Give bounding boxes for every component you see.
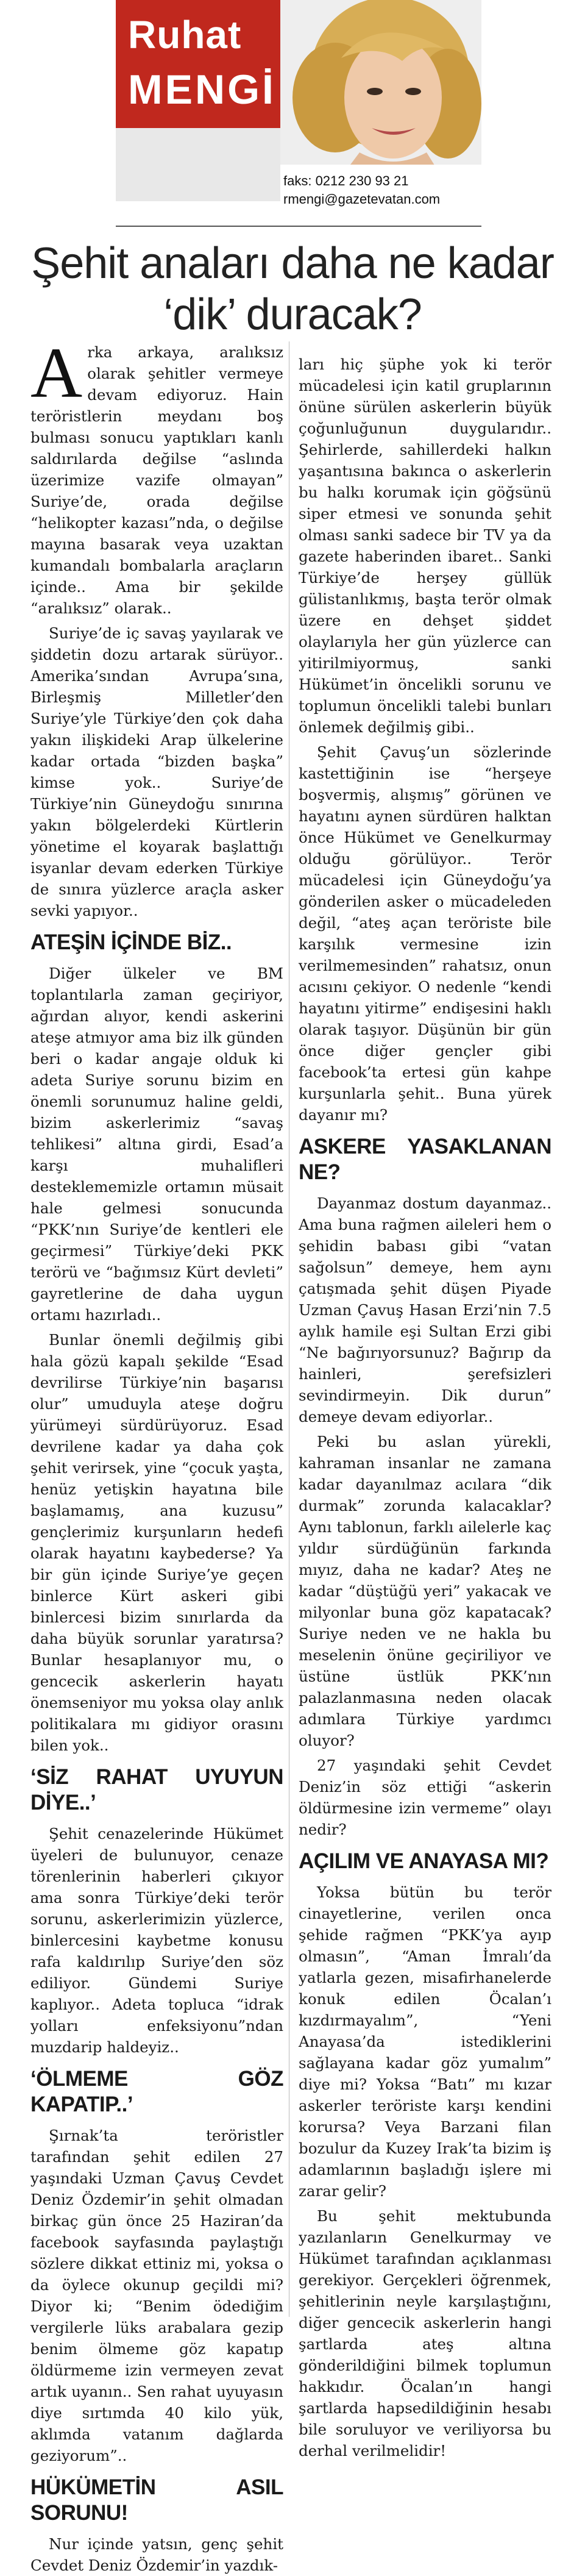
paragraph: Bu şehit mektubunda yazılanların Genelkurmay ve Hükümet tarafından açıklanması gerekiyor. Gerçekleri öğrenmek, şehitlerinin neyle karşılaştığını, diğer gencecik askerlerin hangi şartlarda ateş altına gönderildiğini bilmek toplumun hakkıdır. Öcalan’ın hangi şartlarda hapsedildiğinin hesabı bile soruluyor ve veriliyorsa bu derhal verilmelidir! — [299, 2207, 551, 2460]
header-divider — [116, 226, 481, 227]
author-contact — [283, 172, 478, 209]
left-column — [30, 333, 283, 2574]
paragraph: Yoksa bütün bu terör cinayetlerine, verilen onca şehide rağmen “PKK’ya ayıp olmasın”, “Aman İmralı’da yatlarla gezen, misafirhanelerde konuk edilen Öcalan’ı kızdırmayalım”, “Yeni Anayasa’da istediklerini sağlayana kadar göz yumalım” diye mi? Yoksa “Batı” mı kızar askerler teröriste karşı kendini korursa? Veya Barzani filan bozulur da Kuzey Irak’ta bizim iş adamlarının başladığı işlere mi zarar gelir? — [299, 1883, 551, 2200]
headline: Şehit anaları daha ne kadar ‘dik’ duracak? — [31, 239, 554, 339]
author-first-name: Ruhat — [128, 13, 242, 57]
paragraph: Dayanmaz dostum dayanmaz.. Ama buna rağmen aileleri hem o şehidin babası gibi “vatan sağolsun” demeye, hem aynı çatışmada şehit düşen Piyade Uzman Çavuş Hasan Erzi’nin 7.5 aylık hamile eşi Sultan Erzi gibi “Ne bağırıyorsunuz? Bağırıp da hainleri, şerefsizleri sevindirmeyin. Dik durun” demeye devam ediyorlar.. — [299, 1194, 551, 1425]
right-column — [299, 354, 551, 2460]
fax-number: faks: 0212 230 93 21 — [283, 173, 409, 188]
subheading: ASKERE YASAKLANAN NE? — [299, 1135, 551, 1184]
subheading: AÇILIM VE ANAYASA MI? — [299, 1849, 549, 1873]
paragraph: 27 yaşındaki şehit Cevdet Deniz’in söz ettiği “askerin öldürmesine izin vermeme” olayı nedir? — [299, 1757, 551, 1838]
drop-cap: A — [30, 333, 83, 413]
paragraph: Şırnak’ta teröristler tarafından şehit edilen 27 yaşındaki Uzman Çavuş Cevdet Deniz Özdemir’in şehit olmadan birkaç gün önce 25 Haziran’da facebook sayfasında paylaştığı sözlere dikkat ettiniz mi, yoksa o da öylece okunup geçildi mi? Diyor ki; “Benim ödediğim vergilerle lüks arabalara gezip benim ölmeme göz kapatıp öldürmeme izin vermeyen zevat artık uyanın.. Sen rahat uyuyasın diye sırtımda 40 kilo yük, aklımda vatanım dağlarda geziyorum”.. — [30, 2127, 283, 2464]
paragraph: Nur içinde yatsın, genç şehit Cevdet Deniz Özdemir’in yazdık- — [30, 2535, 283, 2574]
paragraph: ları hiç şüphe yok ki terör mücadelesi için katil gruplarının önüne sürülen askerlerin büyük çoğunluğunun duygularıdır.. Şehirlerde, sahillerdeki halkın yaşantısına bakınca o askerlerin bu halkı korumak için göğsünü siper etmesi ve sonunda şehit olması sanki sadece bir TV ya da gazete haberinden ibaret.. Sanki Türkiye’de herşey güllük gülistanlıkmış, başta terör olmak üzere en dehşet şiddet olaylarıyla her gün yüzlerce can yitirilmiyormuş, sanki Hükümet’in öncelikli sorunu ve toplumun öncelikli talebi bunları önlemek değilmiş gibi.. — [299, 355, 551, 736]
subheading: ‘ÖLMEME GÖZ KAPATIP..’ — [30, 2067, 283, 2116]
paragraph: Şehit Çavuş’un sözlerinde kastettiğinin ise “herşeye boşvermiş, alışmış” görünen ve hayatını aynen sürdüren halktan önce Hükümet ve Genelkurmay olduğu görülüyor.. Terör mücadelesi için Güneydoğu’ya gönderilen asker o mücadeleden değil, “ateş açan teröriste bile karşılık vermesine izin verilmemesinden” rahatsız, onun acısını çekiyor. O nedenle “kendi hayatını yitirme” endişesini haklı olarak taşıyor. Düşünün bir gün önce diğer gençler gibi facebook’ta ertesi gün kahpe kurşunlarla şehit.. Buna yürek dayanır mı? — [299, 743, 551, 1124]
email-address: rmengi@gazetevatan.com — [283, 191, 441, 207]
paragraph: Şehit cenazelerinde Hükümet üyeleri de bulunuyor, cenaze törenlerinin haberleri çıkıyor ama sonra Türkiye’deki terör sorunu, askerlerimizin yüzlerce, binlercesini kaybetme konusu rafa kaldırılıp Suriye’den söz ediliyor. Gündemi Suriye kaplıyor.. Adeta topluca “idrak yolları enfeksiyonu”ndan muzdarip haldeyiz.. — [30, 1825, 283, 2056]
subheading: ATEŞİN İÇİNDE BİZ.. — [30, 930, 232, 954]
column-header — [116, 0, 481, 232]
paragraph: Diğer ülkeler ve BM toplantılarla zaman geçiriyor, ağırdan alıyor, kendi askerini ateşe atmıyor ama biz ilk günden beri o kadar angaje olduk ki adeta Suriye sorunu bizim en önemli sorunumuz haline geldi, bizim askerlerimiz “savaş tehlikesi” altına girdi, Esad’a karşı muhalifleri desteklememizle ortamın müsait hale gelmesi sonucunda “PKK’nın Suriye’de kentleri ele geçirmesi” Türkiye’deki PKK terörü ve “bağımsız Kürt devleti” gayretlerine de daha uygun ortamı hazırladı.. — [30, 965, 283, 1324]
author-name-box — [116, 0, 280, 128]
subheading: HÜKÜMETİN ASIL SORUNU! — [30, 2475, 283, 2525]
subheading: ‘SİZ RAHAT UYUYUN DİYE..’ — [30, 1765, 283, 1814]
paragraph: Bunlar önemli değilmiş gibi hala gözü kapalı şekilde “Esad devrilirse Türkiye’nin başarısı olur” umuduyla ateşe doğru yürümeyi sürdürüyoruz. Esad devrilene kadar ya daha çok şehit verirsek, yine “çocuk yaşta, henüz yetişkin hayatına bile başlamamış, ana kuzusu” gençlerimiz kurşunların hedefi olarak hayatını kaybederse? Ya bir gün içinde Suriye’ye geçen binlerce Kürt askeri gibi binlercesi bizim sınırlarda da daha büyük sorunlar yaratırsa? Bunlar hesaplanıyor mu, o gencecik askerlerin hayatı önemseniyor mu yoksa olay anlık politikalara mı gidiyor orasını bilen yok.. — [30, 1331, 283, 1754]
paragraph: Suriye’de iç savaş yayılarak ve şiddetin dozu artarak sürüyor.. Amerika’sından Avrupa’sına, Birleşmiş Milletler’den Suriye’yle Türkiye’den çok daha yakın ilişkideki Arap ülkelerine kadar ortada “bizden başka” kimse yok.. Suriye’de Türkiye’nin Güneydoğu sınırına yakın bölgelerdeki Kürtlerin yönetime el koyarak başlattığı isyanlar devam ederken Türkiye de sınıra yüzlerce araçla asker sevki yapıyor.. — [30, 624, 283, 919]
paragraph: Peki bu aslan yürekli, kahraman insanlar ne zamana kadar dayanılmaz acılara “dik durmak” zorunda kalacaklar? Aynı tablonun, farklı ailelerle kaç yıldır sürdüğünün farkında mıyız, daha ne kadar? Ateş ne kadar “düştüğü yeri” yakacak ve milyonlar buna göz kapatacak? Suriye neden ve ne hakla bu meselenin önüne geçiriliyor ve üstüne üstlük PKK’nın palazlanmasına neden olacak adımlara Türkiye yardımcı oluyor? — [299, 1433, 551, 1749]
author-last-name: MENGİ — [128, 66, 276, 113]
paragraph: Arka arkaya, aralıksız olarak şehitler vermeye devam ediyoruz. Hain teröristlerin meydanı boş bulması sonucu yaptıkları kanlı saldırılarda değilse “aslında üzerimize vazife olmayan” Suriye’de, orada değilse “helikopter kazası”nda, o değilse mayına basarak veya uzaktan kumandalı bombalarla araçların içinde.. Ama bir şekilde “aralıksız” olarak.. — [30, 333, 283, 617]
